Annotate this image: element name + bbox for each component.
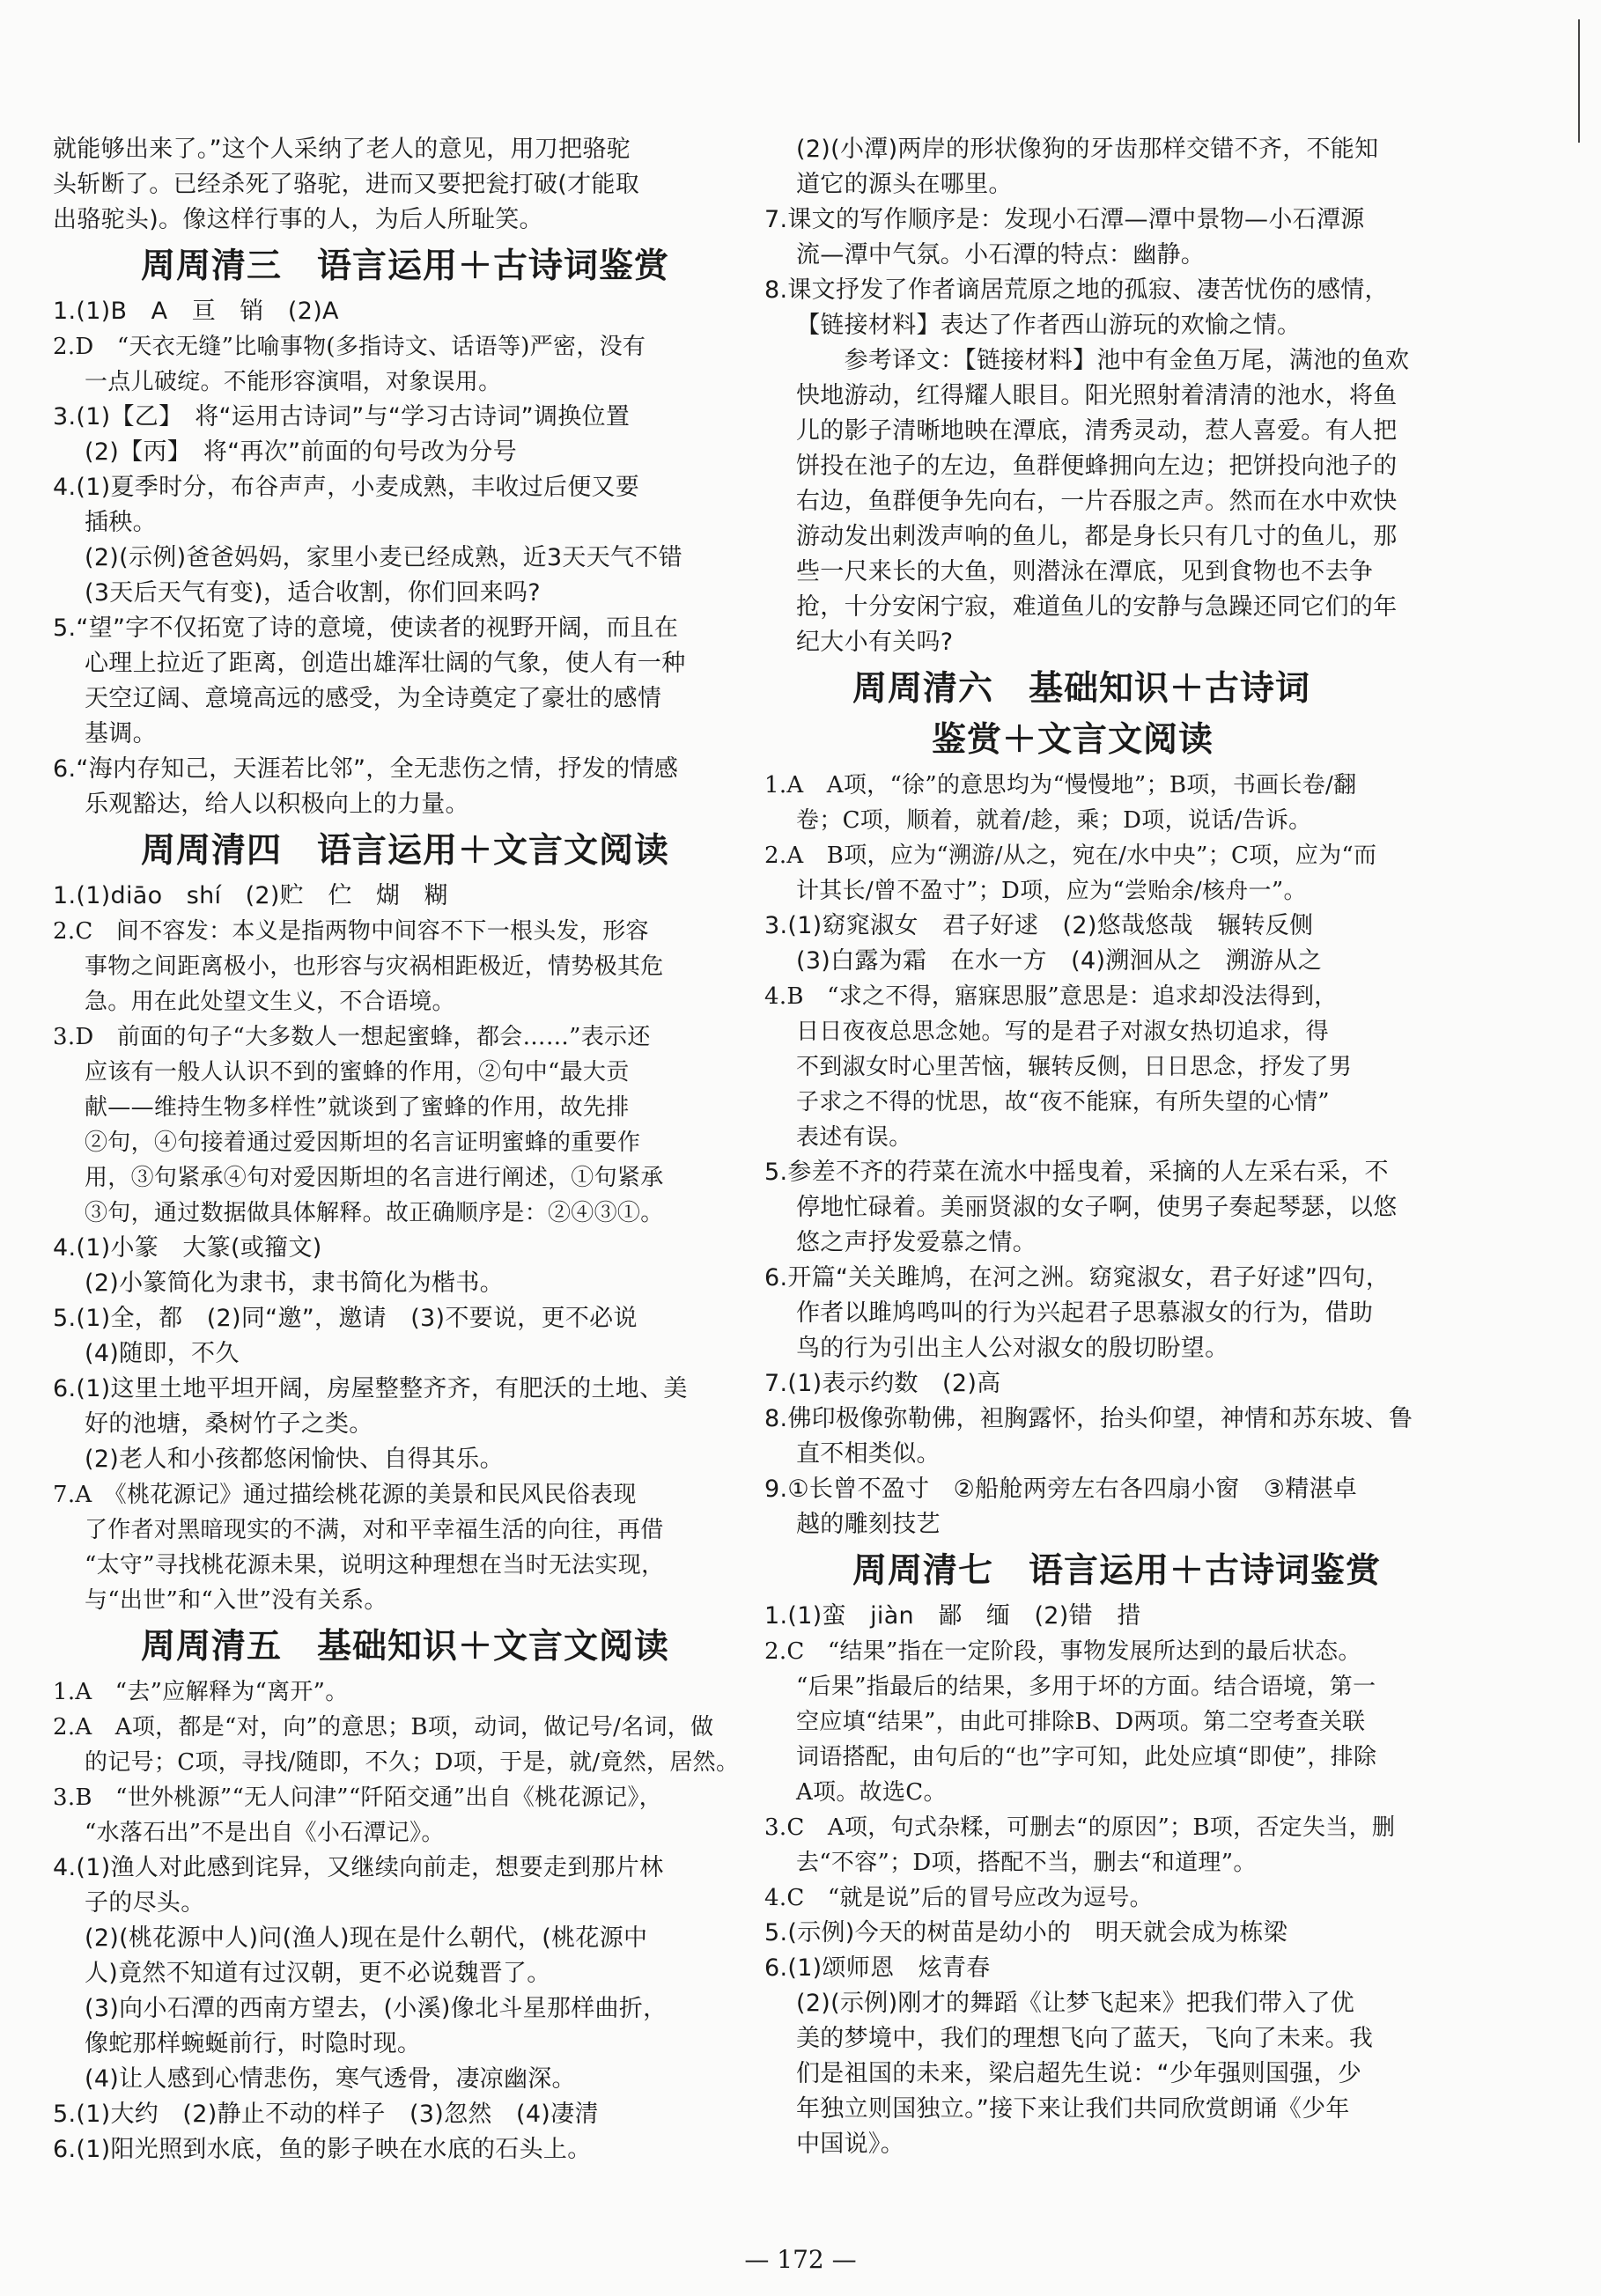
answer-line: 【链接材料】表达了作者西山游玩的欢愉之情。 bbox=[796, 312, 1302, 339]
answer-line: 不到淑女时心里苦恼，辗转反侧，日日思念，抒发了男 bbox=[796, 1054, 1353, 1080]
answer-line: 们是祖国的未来，梁启超先生说：“少年强则国强，少 bbox=[796, 2060, 1362, 2087]
answer-line: (2)(小潭)两岸的形状像狗的牙齿那样交错不齐，不能知 bbox=[796, 136, 1379, 163]
answer-line: 卷；C项，顺着，就着/趁，乘；D项，说话/告诉。 bbox=[796, 807, 1312, 834]
answer-line: 流—潭中气氛。小石潭的特点：幽静。 bbox=[796, 241, 1206, 269]
answer-line: 道它的源头在哪里。 bbox=[796, 171, 1013, 198]
answer-line: 空应填“结果”，由此可排除B、D两项。第二空考查关联 bbox=[796, 1709, 1366, 1735]
answer-line: 2.D “天衣无缝”比喻事物(多指诗文、话语等)严密，没有 bbox=[53, 334, 646, 360]
answer-line: 应该有一般人认识不到的蜜蜂的作用，②句中“最大贡 bbox=[85, 1059, 630, 1085]
right-column bbox=[764, 132, 1504, 2162]
answer-line: A项。故选C。 bbox=[796, 1779, 947, 1806]
answer-line: (3天后天气有变)，适合收割，你们回来吗? bbox=[85, 579, 541, 607]
answer-line: 1.(1)diāo shí (2)贮 伫 煳 糊 bbox=[53, 882, 448, 909]
answer-line: 悠之声抒发爱慕之情。 bbox=[796, 1229, 1037, 1256]
answer-line: 好的池塘，桑树竹子之类。 bbox=[85, 1410, 373, 1438]
answer-line: 了作者对黑暗现实的不满，对和平幸福生活的向往，再借 bbox=[85, 1517, 664, 1543]
answer-line: 像蛇那样蜿蜒前行，时隐时现。 bbox=[85, 2030, 422, 2057]
answer-line: (2)(示例)爸爸妈妈，家里小麦已经成熟，近3天天气不错 bbox=[85, 544, 682, 571]
answer-line: 心理上拉近了距离，创造出雄浑壮阔的气象，使人有一种 bbox=[85, 650, 686, 677]
answer-line: (3)向小石潭的西南方望去，(小溪)像北斗星那样曲折， bbox=[85, 1995, 668, 2022]
section-heading: 周周清五 基础知识＋文言文阅读 bbox=[141, 1627, 670, 1667]
answer-line: 的记号；C项，寻找/随即，不久；D项，于是，就/竟然，居然。 bbox=[85, 1749, 740, 1776]
answer-line: 饼投在池子的左边，鱼群便蜂拥向左边；把饼投向池子的 bbox=[796, 453, 1398, 480]
answer-line: 快地游动，红得耀人眼目。阳光照射着清清的池水，将鱼 bbox=[796, 382, 1398, 409]
answer-line: ③句，通过数据做具体解释。故正确顺序是：②④③①。 bbox=[85, 1200, 664, 1226]
answer-line: 人)竟然不知道有过汉朝，更不必说魏晋了。 bbox=[85, 1960, 551, 1987]
answer-line: 8.课文抒发了作者谪居荒原之地的孤寂、凄苦忧伤的感情， bbox=[764, 276, 1389, 304]
answer-line: 头斩断了。已经杀死了骆驼，进而又要把瓮打破(才能取 bbox=[53, 171, 640, 198]
answer-line: (2)(示例)刚才的舞蹈《让梦飞起来》把我们带入了优 bbox=[796, 1990, 1355, 2017]
answer-line: 4.C “就是说”后的冒号应改为逗号。 bbox=[764, 1885, 1153, 1911]
answer-line: (2)老人和小孩都悠闲愉快、自得其乐。 bbox=[85, 1446, 504, 1473]
answer-line: 中国说》。 bbox=[796, 2130, 904, 2158]
answer-line: 纪大小有关吗? bbox=[796, 629, 954, 656]
answer-line: 基调。 bbox=[85, 720, 157, 747]
answer-line: 参考译文：【链接材料】池中有金鱼万尾，满池的鱼欢 bbox=[796, 347, 1410, 374]
answer-line: 急。用在此处望文生义，不合语境。 bbox=[85, 989, 455, 1015]
answer-line: 2.C “结果”指在一定阶段，事物发展所达到的最后状态。 bbox=[764, 1638, 1361, 1665]
answer-line: 6.(1)这里土地平坦开阔，房屋整整齐齐，有肥沃的土地、美 bbox=[53, 1375, 688, 1402]
section-heading: 周周清七 语言运用＋古诗词鉴赏 bbox=[852, 1551, 1382, 1591]
answer-line: 6.(1)颂师恩 炫青春 bbox=[764, 1954, 991, 1982]
answer-line: (2)小篆简化为隶书，隶书简化为楷书。 bbox=[85, 1269, 504, 1297]
answer-line: 7.课文的写作顺序是：发现小石潭—潭中景物—小石潭源 bbox=[764, 206, 1365, 233]
answer-line: 献——维持生物多样性”就谈到了蜜蜂的作用，故先排 bbox=[85, 1094, 630, 1121]
section-heading: 周周清四 语言运用＋文言文阅读 bbox=[141, 831, 670, 871]
answer-line: 子求之不得的忧思，故“夜不能寐，有所失望的心情” bbox=[796, 1089, 1330, 1115]
answer-line: 1.(1)B A 亘 销 (2)A bbox=[53, 298, 339, 325]
answer-line: 一点儿破绽。不能形容演唱，对象误用。 bbox=[85, 369, 502, 395]
answer-line: 事物之间距离极小，也形容与灾祸相距极近，情势极其危 bbox=[85, 953, 664, 980]
answer-line: 4.(1)渔人对此感到诧异，又继续向前走，想要走到那片林 bbox=[53, 1854, 664, 1881]
answer-line: 就能够出来了。”这个人采纳了老人的意见，用刀把骆驼 bbox=[53, 136, 631, 163]
answer-line: (2)(桃花源中人)问(渔人)现在是什么朝代，(桃花源中 bbox=[85, 1924, 648, 1952]
section-heading: 周周清六 基础知识＋古诗词 bbox=[852, 669, 1311, 709]
answer-line: 右边，鱼群便争先向右，一片吞服之声。然而在水中欢快 bbox=[796, 488, 1398, 515]
answer-line: (4)让人感到心情悲伤，寒气透骨，凄凉幽深。 bbox=[85, 2065, 576, 2093]
answer-line: 3.D 前面的句子“大多数人一想起蜜蜂，都会……”表示还 bbox=[53, 1024, 651, 1050]
answer-line: (3)白露为霜 在水一方 (4)溯洄从之 溯游从之 bbox=[796, 947, 1322, 975]
answer-line: 停地忙碌着。美丽贤淑的女子啊，使男子奏起琴瑟，以悠 bbox=[796, 1194, 1398, 1221]
answer-line: 5.参差不齐的荇菜在流水中摇曳着，采摘的人左采右采，不 bbox=[764, 1159, 1389, 1186]
answer-line: (4)随即，不久 bbox=[85, 1340, 240, 1367]
answer-line: 3.(1)【乙】 将“运用古诗词”与“学习古诗词”调换位置 bbox=[53, 403, 631, 430]
answer-line: 去“不容”；D项，搭配不当，删去“和道理”。 bbox=[796, 1850, 1257, 1876]
answer-line: 1.A “去”应解释为“离开”。 bbox=[53, 1679, 349, 1705]
answer-line: 与“出世”和“入世”没有关系。 bbox=[85, 1587, 387, 1614]
answer-line: 4.B “求之不得，寤寐思服”意思是：追求却没法得到， bbox=[764, 983, 1338, 1010]
section-heading: 周周清三 语言运用＋古诗词鉴赏 bbox=[141, 247, 670, 286]
answer-line: 3.B “世外桃源”“无人问津”“阡陌交通”出自《桃花源记》， bbox=[53, 1785, 662, 1811]
page-number: — 172 — bbox=[744, 2245, 857, 2274]
answer-line: 作者以雎鸠鸣叫的行为兴起君子思慕淑女的行为，借助 bbox=[796, 1299, 1374, 1327]
answer-line: 美的梦境中，我们的理想飞向了蓝天，飞向了未来。我 bbox=[796, 2025, 1374, 2052]
answer-line: 7.(1)表示约数 (2)高 bbox=[764, 1370, 1001, 1397]
answer-line: 6.(1)阳光照到水底，鱼的影子映在水底的石头上。 bbox=[53, 2136, 592, 2163]
answer-line: 鸟的行为引出主人公对淑女的殷切盼望。 bbox=[796, 1335, 1229, 1362]
answer-line: 抢，十分安闲宁寂，难道鱼儿的安静与急躁还同它们的年 bbox=[796, 593, 1398, 621]
answer-line: 日日夜夜总思念她。写的是君子对淑女热切追求，得 bbox=[796, 1019, 1329, 1045]
answer-line: ②句，④句接着通过爱因斯坦的名言证明蜜蜂的重要作 bbox=[85, 1130, 641, 1156]
answer-line: 2.C 间不容发：本义是指两物中间容不下一根头发，形容 bbox=[53, 918, 649, 945]
answer-line: 插秧。 bbox=[85, 509, 157, 536]
answer-line: 子的尽头。 bbox=[85, 1889, 205, 1917]
answer-line: 3.C A项，句式杂糅，可删去“的原因”；B项，否定失当，删 bbox=[764, 1814, 1396, 1841]
answer-line: 6.开篇“关关雎鸠，在河之洲。窈窕淑女，君子好逑”四句， bbox=[764, 1264, 1391, 1292]
answer-line: 用，③句紧承④句对爱因斯坦的名言进行阐述，①句紧承 bbox=[85, 1165, 664, 1191]
answer-line: 5.“望”字不仅拓宽了诗的意境，使读者的视野开阔，而且在 bbox=[53, 614, 679, 642]
answer-line: 1.(1)蛮 jiàn 鄙 缅 (2)错 措 bbox=[764, 1602, 1141, 1630]
answer-line: 年独立则国独立。”接下来让我们共同欣赏朗诵《少年 bbox=[796, 2095, 1350, 2123]
answer-line: 1.A A项，“徐”的意思均为“慢慢地”；B项，书画长卷/翻 bbox=[764, 772, 1357, 798]
left-column bbox=[53, 132, 762, 2167]
answer-line: 词语搭配，由句后的“也”字可知，此处应填“即使”，排除 bbox=[796, 1744, 1377, 1770]
answer-line: 2.A B项，应为“溯游/从之，宛在/水中央”；C项，应为“而 bbox=[764, 843, 1377, 869]
answer-line: 些一尺来长的大鱼，则潜泳在潭底，见到食物也不去争 bbox=[796, 558, 1374, 585]
answer-line: 出骆驼头)。像这样行事的人，为后人所耻笑。 bbox=[53, 206, 543, 233]
answer-line: 4.(1)夏季时分，布谷声声，小麦成熟，丰收过后便又要 bbox=[53, 474, 640, 501]
answer-line: 计其长/曾不盈寸”；D项，应为“尝贻余/核舟一”。 bbox=[796, 878, 1307, 904]
section-heading: 鉴赏＋文言文阅读 bbox=[932, 720, 1214, 760]
answer-line: 4.(1)小篆 大篆(或籀文) bbox=[53, 1234, 322, 1262]
answer-line: 5.(1)全，都 (2)同“邀”，邀请 (3)不要说，更不必说 bbox=[53, 1305, 638, 1332]
answer-line: 表述有误。 bbox=[796, 1124, 912, 1151]
page-crease-line bbox=[1578, 19, 1580, 143]
answer-line: 9.①长曾不盈寸 ②船舱两旁左右各四扇小窗 ③精湛卓 bbox=[764, 1475, 1358, 1503]
answer-line: 8.佛印极像弥勒佛，袒胸露怀，抬头仰望，神情和苏东坡、鲁 bbox=[764, 1405, 1413, 1432]
answer-line: 6.“海内存知己，天涯若比邻”，全无悲伤之情，抒发的情感 bbox=[53, 755, 679, 783]
answer-line: 乐观豁达，给人以积极向上的力量。 bbox=[85, 791, 469, 818]
answer-line: 天空辽阔、意境高远的感受，为全诗奠定了豪壮的感情 bbox=[85, 685, 662, 712]
answer-line: “后果”指最后的结果，多用于坏的方面。结合语境，第一 bbox=[796, 1674, 1376, 1700]
answer-line: 5.(1)大约 (2)静止不动的样子 (3)忽然 (4)凄清 bbox=[53, 2101, 599, 2128]
answer-line: 2.A A项，都是“对，向”的意思；B项，动词，做记号/名词，做 bbox=[53, 1714, 714, 1740]
answer-line: 7.A 《桃花源记》通过描绘桃花源的美景和民风民俗表现 bbox=[53, 1482, 637, 1508]
answer-line: 直不相类似。 bbox=[796, 1440, 941, 1468]
answer-line: 5.(示例)今天的树苗是幼小的 明天就会成为栋梁 bbox=[764, 1919, 1288, 1946]
answer-line: 儿的影子清晰地映在潭底，清秀灵动，惹人喜爱。有人把 bbox=[796, 417, 1398, 445]
answer-line: “太守”寻找桃花源未果，说明这种理想在当时无法实现， bbox=[85, 1552, 665, 1578]
answer-line: 游动发出刺泼声响的鱼儿，都是身长只有几寸的鱼儿，那 bbox=[796, 523, 1398, 550]
answer-line: (2)【丙】 将“再次”前面的句号改为分号 bbox=[85, 438, 518, 466]
answer-line: 3.(1)窈窕淑女 君子好逑 (2)悠哉悠哉 辗转反侧 bbox=[764, 912, 1314, 939]
answer-line: “水落石出”不是出自《小石潭记》。 bbox=[85, 1820, 445, 1846]
answer-line: 越的雕刻技艺 bbox=[796, 1511, 941, 1538]
